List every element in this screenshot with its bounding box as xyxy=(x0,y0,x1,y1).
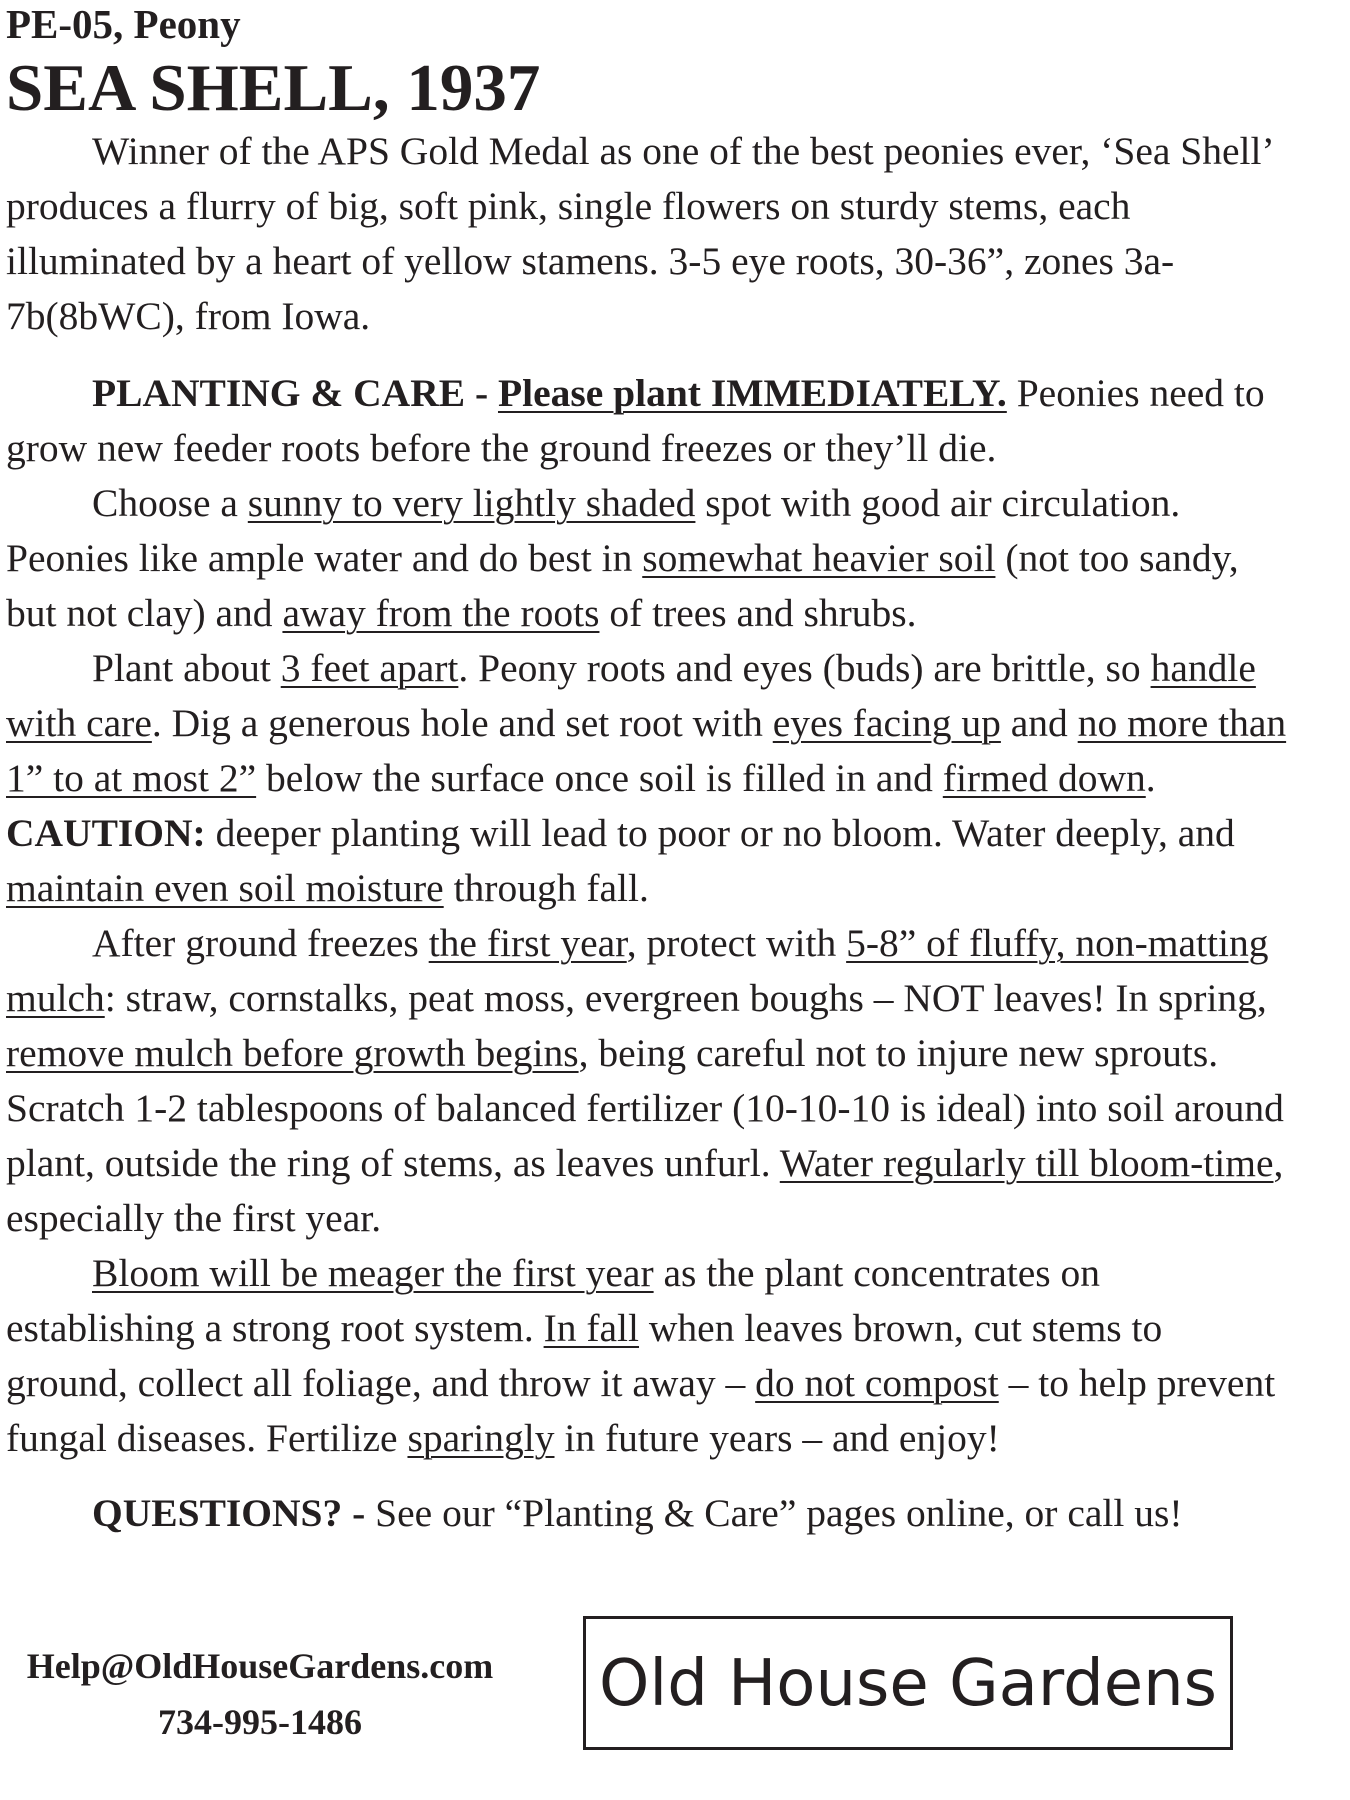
care-emphasis: 5-8” of fluffy, non-matting mulch xyxy=(6,921,1269,1020)
care-text: , especially the first year. xyxy=(6,1141,1284,1240)
care-text: below the surface once soil is filled in and xyxy=(256,756,943,800)
questions-line xyxy=(6,1486,1291,1541)
questions-label: QUESTIONS? - xyxy=(92,1491,376,1535)
care-text: , being careful not to injure new sprouts. Scratch 1-2 tablespoons of balanced fertilizer (10-10-10 is ideal) into soil around plant, outside the ring of stems, as leaves unfurl. xyxy=(6,1031,1284,1185)
care-paragraph-site xyxy=(6,476,1291,641)
logo-text: Old House Gardens xyxy=(599,1647,1217,1721)
care-emphasis: In fall xyxy=(543,1306,640,1350)
care-emphasis: 3 feet apart xyxy=(280,646,459,690)
care-text: : straw, cornstalks, peat moss, evergreen boughs – NOT leaves! In spring, xyxy=(104,976,1267,1020)
care-emphasis: Bloom will be meager the first year xyxy=(92,1251,654,1295)
care-text: Choose a xyxy=(92,481,248,525)
care-text: as the plant concentrates on establishing a strong root system. xyxy=(6,1251,1101,1350)
care-emphasis: handle with care xyxy=(6,646,1256,745)
care-text: . Dig a generous hole and set root with xyxy=(151,701,773,745)
instruction-sheet xyxy=(6,0,1291,1581)
care-text: (not too sandy, but not clay) and xyxy=(6,536,1239,635)
care-emphasis: away from the roots xyxy=(282,591,600,635)
care-paragraph-bloom xyxy=(6,1246,1291,1466)
care-text: spot with good air circulation. Peonies like ample water and do best in xyxy=(6,481,1181,580)
care-text: and xyxy=(1000,701,1078,745)
care-heading: PLANTING & CARE - xyxy=(92,371,498,415)
care-emphasis: no more than 1” to at most 2” xyxy=(6,701,1287,800)
care-emphasis: sparingly xyxy=(407,1416,555,1460)
care-emphasis: maintain even soil moisture xyxy=(6,866,444,910)
care-paragraph-mulch xyxy=(6,916,1291,1246)
care-text: . xyxy=(1145,756,1156,800)
description-paragraph: Winner of the APS Gold Medal as one of the best peonies ever, ‘Sea Shell’ produces a flurry of big, soft pink, single flowers on sturdy stems, each illuminated by a heart of yellow stamens. 3-5 eye roots, 30-36”, zones 3a-7b(8bWC), from Iowa. xyxy=(6,129,1272,338)
care-emphasis: the first year xyxy=(428,921,627,965)
care-text: in future years – and enjoy! xyxy=(554,1416,1000,1460)
care-emphasis: somewhat heavier soil xyxy=(642,536,996,580)
care-text: Plant about xyxy=(92,646,281,690)
care-text: – to help prevent fungal diseases. Fertilize xyxy=(6,1361,1276,1460)
care-text: , protect with xyxy=(626,921,847,965)
page-title: SEA SHELL, 1937 xyxy=(6,51,541,125)
care-text: . Peony roots and eyes (buds) are brittle, so xyxy=(458,646,1151,690)
care-emphasis: sunny to very lightly shaded xyxy=(247,481,696,525)
questions-text: See our “Planting & Care” pages online, or call us! xyxy=(375,1491,1183,1535)
caution-label: CAUTION: xyxy=(6,811,206,855)
care-paragraph-urgency xyxy=(6,366,1291,476)
care-emphasis: do not compost xyxy=(755,1361,999,1405)
care-text: Peonies need to grow new feeder roots before the ground freezes or they’ll die. xyxy=(6,371,1265,470)
care-text: of trees and shrubs. xyxy=(599,591,917,635)
care-emphasis: eyes facing up xyxy=(772,701,1001,745)
care-emphasis: firmed down xyxy=(942,756,1146,800)
product-code: PE-05, Peony xyxy=(6,1,241,47)
logo xyxy=(583,1616,1233,1750)
care-emphasis: remove mulch before growth begins xyxy=(6,1031,579,1075)
email-link[interactable]: Help@OldHouseGardens.com xyxy=(26,1646,494,1686)
care-emphasis: Water regularly till bloom-time xyxy=(779,1141,1274,1185)
care-text: deeper planting will lead to poor or no bloom. Water deeply, and xyxy=(205,811,1235,855)
contact-block xyxy=(10,1638,510,1750)
care-text: After ground freezes xyxy=(92,921,429,965)
phone-number: 734-995-1486 xyxy=(158,1702,362,1742)
logo-wordmark xyxy=(586,1619,1230,1747)
care-text: through fall. xyxy=(443,866,649,910)
care-paragraph-planting xyxy=(6,641,1291,916)
plant-immediately-note: Please plant IMMEDIATELY. xyxy=(497,371,1007,415)
care-text: when leaves brown, cut stems to ground, collect all foliage, and throw it away – xyxy=(6,1306,1163,1405)
